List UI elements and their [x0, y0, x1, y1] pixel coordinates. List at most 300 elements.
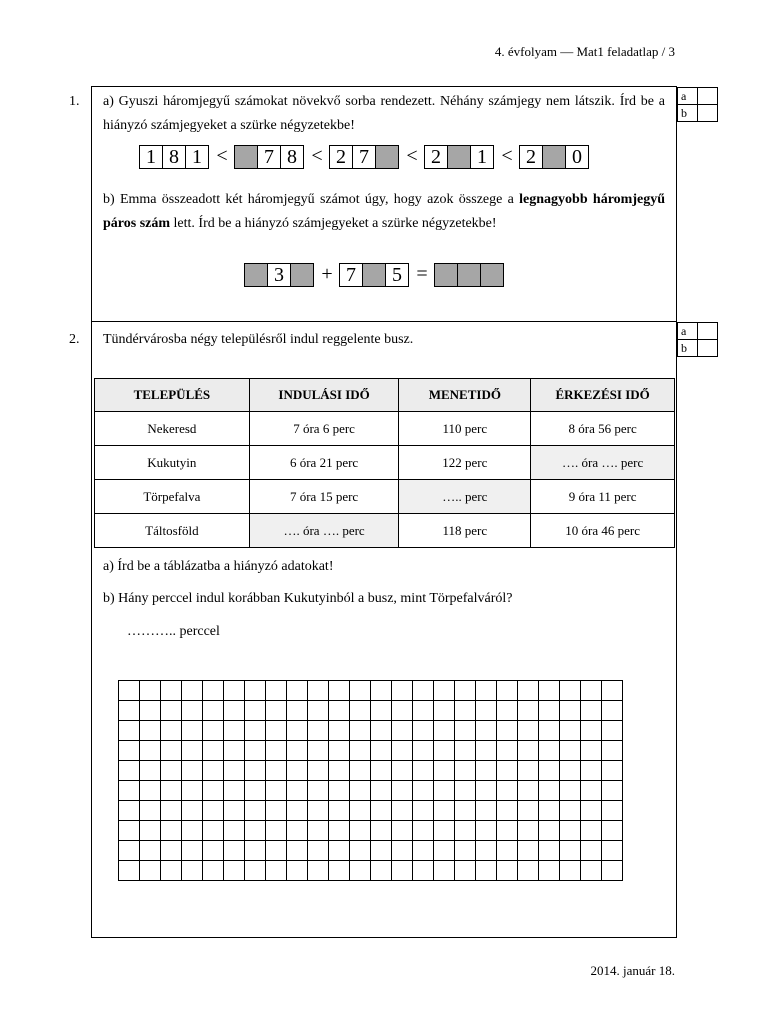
grid-cell[interactable] [329, 841, 350, 861]
score-label-a: a [677, 322, 698, 340]
grid-cell[interactable] [413, 721, 434, 741]
grid-cell[interactable] [476, 721, 497, 741]
grid-cell[interactable] [350, 821, 371, 841]
grid-cell[interactable] [182, 721, 203, 741]
grid-cell[interactable] [119, 721, 140, 741]
digit-box: 2 [424, 145, 448, 169]
grid-cell[interactable] [266, 801, 287, 821]
missing-digit-box[interactable] [434, 263, 458, 287]
grid-cell[interactable] [140, 761, 161, 781]
grid-cell[interactable] [329, 721, 350, 741]
grid-cell[interactable] [308, 701, 329, 721]
grid-cell[interactable] [182, 741, 203, 761]
answer-line[interactable]: ……….. perccel [127, 624, 220, 639]
grid-cell[interactable] [161, 781, 182, 801]
grid-cell[interactable] [308, 821, 329, 841]
grid-cell[interactable] [329, 701, 350, 721]
grid-cell[interactable] [602, 801, 623, 821]
grid-cell[interactable] [140, 701, 161, 721]
missing-digit-box[interactable] [290, 263, 314, 287]
question-1a-digit-row [140, 145, 589, 169]
grid-cell[interactable] [350, 761, 371, 781]
grid-cell[interactable] [161, 761, 182, 781]
grid-cell[interactable] [455, 861, 476, 881]
grid-cell[interactable] [518, 741, 539, 761]
grid-cell[interactable] [287, 701, 308, 721]
grid-cell[interactable] [287, 761, 308, 781]
operator-symbol: < [311, 145, 323, 167]
grid-cell[interactable] [476, 801, 497, 821]
grid-cell[interactable] [413, 841, 434, 861]
digit-box: 7 [352, 145, 376, 169]
table-row [95, 514, 675, 548]
grid-cell[interactable] [455, 821, 476, 841]
grid-cell[interactable] [182, 781, 203, 801]
grid-cell[interactable] [497, 801, 518, 821]
grid-cell[interactable] [455, 681, 476, 701]
grid-cell[interactable] [266, 821, 287, 841]
grid-cell[interactable] [413, 761, 434, 781]
grid-cell[interactable] [518, 721, 539, 741]
grid-cell[interactable] [455, 721, 476, 741]
question-1b-text-bold: legnagyobb háromjegyű páros szám [103, 192, 665, 231]
grid-cell[interactable] [434, 721, 455, 741]
grid-cell[interactable] [224, 781, 245, 801]
grid-cell[interactable] [497, 861, 518, 881]
grid-cell[interactable] [350, 781, 371, 801]
grid-cell[interactable] [434, 681, 455, 701]
grid-cell[interactable] [119, 781, 140, 801]
grid-cell[interactable] [182, 841, 203, 861]
score-cell-a[interactable] [697, 322, 718, 340]
grid-cell[interactable] [203, 761, 224, 781]
grid-cell[interactable] [518, 761, 539, 781]
grid-cell[interactable] [308, 841, 329, 861]
answer-cell[interactable]: …. óra …. perc [531, 446, 675, 480]
grid-cell[interactable] [539, 741, 560, 761]
grid-cell[interactable] [602, 701, 623, 721]
grid-cell[interactable] [560, 801, 581, 821]
missing-digit-box[interactable] [457, 263, 481, 287]
grid-cell[interactable] [266, 701, 287, 721]
grid-cell[interactable] [140, 861, 161, 881]
grid-cell[interactable] [203, 741, 224, 761]
grid-cell[interactable] [392, 861, 413, 881]
grid-cell[interactable] [140, 781, 161, 801]
grid-cell[interactable] [245, 701, 266, 721]
grid-cell[interactable] [308, 761, 329, 781]
work-grid[interactable] [118, 680, 623, 881]
grid-cell[interactable] [539, 681, 560, 701]
digit-box: 0 [565, 145, 589, 169]
grid-cell[interactable] [224, 861, 245, 881]
grid-cell[interactable] [497, 721, 518, 741]
grid-cell[interactable] [455, 701, 476, 721]
column-header: INDULÁSI IDŐ [249, 379, 399, 412]
grid-cell[interactable] [287, 861, 308, 881]
grid-cell[interactable] [245, 861, 266, 881]
grid-cell[interactable] [329, 781, 350, 801]
grid-cell[interactable] [518, 781, 539, 801]
grid-cell[interactable] [602, 761, 623, 781]
grid-cell[interactable] [245, 681, 266, 701]
grid-cell[interactable] [476, 821, 497, 841]
grid-cell[interactable] [161, 681, 182, 701]
grid-cell[interactable] [182, 861, 203, 881]
grid-cell[interactable] [203, 801, 224, 821]
grid-cell[interactable] [350, 861, 371, 881]
grid-cell[interactable] [392, 721, 413, 741]
grid-cell[interactable] [350, 741, 371, 761]
grid-cell[interactable] [245, 741, 266, 761]
grid-cell[interactable] [602, 841, 623, 861]
grid-cell[interactable] [182, 701, 203, 721]
grid-cell[interactable] [602, 861, 623, 881]
grid-cell[interactable] [350, 841, 371, 861]
grid-cell[interactable] [434, 781, 455, 801]
digit-box: 3 [267, 263, 291, 287]
grid-cell[interactable] [413, 861, 434, 881]
grid-cell[interactable] [497, 761, 518, 781]
grid-cell[interactable] [434, 801, 455, 821]
grid-cell[interactable] [497, 701, 518, 721]
grid-cell[interactable] [182, 821, 203, 841]
grid-cell[interactable] [371, 781, 392, 801]
score-cell-b[interactable] [697, 104, 718, 122]
grid-cell[interactable] [539, 821, 560, 841]
score-cell-b[interactable] [697, 339, 718, 357]
table-cell: 7 óra 15 perc [249, 480, 399, 514]
grid-cell[interactable] [371, 841, 392, 861]
grid-cell[interactable] [308, 741, 329, 761]
grid-cell[interactable] [539, 841, 560, 861]
grid-cell[interactable] [224, 841, 245, 861]
operator-symbol: < [216, 145, 228, 167]
grid-cell[interactable] [203, 721, 224, 741]
grid-cell[interactable] [560, 761, 581, 781]
grid-cell[interactable] [602, 741, 623, 761]
grid-cell[interactable] [182, 801, 203, 821]
grid-cell[interactable] [161, 801, 182, 821]
grid-cell[interactable] [476, 741, 497, 761]
grid-cell[interactable] [476, 781, 497, 801]
missing-digit-box[interactable] [234, 145, 258, 169]
grid-cell[interactable] [560, 701, 581, 721]
grid-cell[interactable] [266, 841, 287, 861]
grid-cell[interactable] [161, 721, 182, 741]
grid-cell[interactable] [308, 781, 329, 801]
grid-cell[interactable] [518, 681, 539, 701]
grid-cell[interactable] [182, 681, 203, 701]
grid-cell[interactable] [119, 861, 140, 881]
table-cell: Nekeresd [95, 412, 250, 446]
grid-cell[interactable] [539, 761, 560, 781]
grid-cell[interactable] [203, 681, 224, 701]
grid-cell[interactable] [392, 841, 413, 861]
grid-cell[interactable] [581, 701, 602, 721]
grid-cell[interactable] [455, 841, 476, 861]
missing-digit-box[interactable] [542, 145, 566, 169]
grid-cell[interactable] [161, 821, 182, 841]
grid-cell[interactable] [308, 801, 329, 821]
grid-cell[interactable] [371, 721, 392, 741]
grid-cell[interactable] [371, 741, 392, 761]
grid-cell[interactable] [539, 721, 560, 741]
grid-cell[interactable] [518, 801, 539, 821]
grid-cell[interactable] [560, 681, 581, 701]
grid-cell[interactable] [371, 801, 392, 821]
grid-cell[interactable] [266, 781, 287, 801]
grid-cell[interactable] [140, 821, 161, 841]
grid-cell[interactable] [560, 861, 581, 881]
grid-cell[interactable] [203, 841, 224, 861]
grid-cell[interactable] [560, 781, 581, 801]
question-1-score-box [677, 87, 717, 121]
table-cell: Táltosföld [95, 514, 250, 548]
grid-cell[interactable] [581, 801, 602, 821]
column-header: MENETIDŐ [399, 379, 531, 412]
table-cell: 6 óra 21 perc [249, 446, 399, 480]
grid-cell[interactable] [434, 761, 455, 781]
question-1b-digit-row [245, 263, 504, 287]
grid-cell[interactable] [539, 781, 560, 801]
grid-cell[interactable] [602, 681, 623, 701]
grid-cell[interactable] [371, 701, 392, 721]
grid-cell[interactable] [581, 721, 602, 741]
grid-cell[interactable] [203, 701, 224, 721]
grid-cell[interactable] [350, 801, 371, 821]
grid-cell[interactable] [161, 861, 182, 881]
grid-cell[interactable] [560, 841, 581, 861]
missing-digit-box[interactable] [447, 145, 471, 169]
grid-cell[interactable] [287, 781, 308, 801]
grid-cell[interactable] [161, 841, 182, 861]
grid-cell[interactable] [539, 861, 560, 881]
grid-cell[interactable] [119, 741, 140, 761]
grid-cell[interactable] [455, 801, 476, 821]
grid-cell[interactable] [392, 821, 413, 841]
grid-cell[interactable] [224, 721, 245, 741]
grid-cell[interactable] [203, 781, 224, 801]
answer-cell[interactable]: ….. perc [399, 480, 531, 514]
grid-cell[interactable] [308, 721, 329, 741]
grid-cell[interactable] [518, 861, 539, 881]
grid-cell[interactable] [560, 721, 581, 741]
grid-cell[interactable] [245, 841, 266, 861]
grid-row [119, 701, 623, 721]
grid-cell[interactable] [203, 861, 224, 881]
grid-cell[interactable] [476, 761, 497, 781]
grid-cell[interactable] [560, 821, 581, 841]
grid-cell[interactable] [245, 721, 266, 741]
grid-cell[interactable] [140, 841, 161, 861]
grid-cell[interactable] [203, 821, 224, 841]
missing-digit-box[interactable] [362, 263, 386, 287]
grid-cell[interactable] [266, 741, 287, 761]
grid-cell[interactable] [476, 681, 497, 701]
grid-cell[interactable] [434, 701, 455, 721]
grid-cell[interactable] [413, 821, 434, 841]
grid-cell[interactable] [245, 801, 266, 821]
grid-cell[interactable] [434, 741, 455, 761]
grid-cell[interactable] [119, 821, 140, 841]
digit-box: 7 [257, 145, 281, 169]
grid-cell[interactable] [560, 741, 581, 761]
grid-cell[interactable] [140, 721, 161, 741]
grid-cell[interactable] [287, 841, 308, 861]
grid-cell[interactable] [371, 681, 392, 701]
grid-cell[interactable] [518, 841, 539, 861]
grid-cell[interactable] [413, 741, 434, 761]
grid-cell[interactable] [497, 781, 518, 801]
table-cell: 9 óra 11 perc [531, 480, 675, 514]
grid-cell[interactable] [476, 841, 497, 861]
grid-cell[interactable] [581, 761, 602, 781]
grid-cell[interactable] [392, 781, 413, 801]
grid-cell[interactable] [161, 701, 182, 721]
grid-cell[interactable] [392, 681, 413, 701]
missing-digit-box[interactable] [375, 145, 399, 169]
grid-cell[interactable] [455, 741, 476, 761]
grid-cell[interactable] [308, 681, 329, 701]
grid-cell[interactable] [371, 761, 392, 781]
answer-cell[interactable]: …. óra …. perc [249, 514, 399, 548]
table-cell: 7 óra 6 perc [249, 412, 399, 446]
question-2-number: 2. [69, 332, 80, 347]
grid-cell[interactable] [245, 781, 266, 801]
grid-cell[interactable] [119, 841, 140, 861]
grid-cell[interactable] [140, 741, 161, 761]
digit-box: 1 [470, 145, 494, 169]
operator-symbol: < [406, 145, 418, 167]
grid-cell[interactable] [119, 801, 140, 821]
grid-cell[interactable] [350, 701, 371, 721]
grid-cell[interactable] [497, 841, 518, 861]
score-cell-a[interactable] [697, 87, 718, 105]
grid-cell[interactable] [266, 761, 287, 781]
grid-cell[interactable] [413, 801, 434, 821]
grid-cell[interactable] [392, 701, 413, 721]
table-row [95, 480, 675, 514]
grid-cell[interactable] [224, 681, 245, 701]
grid-cell[interactable] [518, 701, 539, 721]
grid-cell[interactable] [287, 721, 308, 741]
grid-cell[interactable] [329, 761, 350, 781]
grid-cell[interactable] [434, 821, 455, 841]
digit-box: 5 [385, 263, 409, 287]
digit-box: 8 [280, 145, 304, 169]
grid-cell[interactable] [224, 741, 245, 761]
grid-cell[interactable] [497, 821, 518, 841]
grid-cell[interactable] [224, 821, 245, 841]
grid-cell[interactable] [140, 801, 161, 821]
grid-cell[interactable] [371, 861, 392, 881]
grid-cell[interactable] [518, 821, 539, 841]
grid-cell[interactable] [392, 761, 413, 781]
grid-cell[interactable] [392, 741, 413, 761]
grid-cell[interactable] [476, 861, 497, 881]
grid-cell[interactable] [287, 821, 308, 841]
grid-row [119, 841, 623, 861]
grid-cell[interactable] [329, 681, 350, 701]
table-cell: 118 perc [399, 514, 531, 548]
page-footer-date: 2014. január 18. [590, 963, 675, 978]
table-cell: 10 óra 46 perc [531, 514, 675, 548]
grid-cell[interactable] [455, 761, 476, 781]
grid-cell[interactable] [119, 761, 140, 781]
grid-cell[interactable] [224, 801, 245, 821]
grid-cell[interactable] [266, 721, 287, 741]
grid-cell[interactable] [434, 861, 455, 881]
grid-cell[interactable] [581, 841, 602, 861]
grid-cell[interactable] [602, 721, 623, 741]
grid-row [119, 821, 623, 841]
grid-cell[interactable] [308, 861, 329, 881]
grid-cell[interactable] [161, 741, 182, 761]
grid-cell[interactable] [329, 741, 350, 761]
grid-cell[interactable] [224, 701, 245, 721]
grid-cell[interactable] [350, 681, 371, 701]
grid-cell[interactable] [539, 701, 560, 721]
grid-row [119, 681, 623, 701]
table-cell: Kukutyin [95, 446, 250, 480]
grid-cell[interactable] [581, 861, 602, 881]
grid-cell[interactable] [413, 681, 434, 701]
grid-cell[interactable] [581, 821, 602, 841]
grid-cell[interactable] [245, 821, 266, 841]
grid-cell[interactable] [329, 801, 350, 821]
grid-cell[interactable] [371, 821, 392, 841]
grid-cell[interactable] [476, 701, 497, 721]
grid-cell[interactable] [329, 861, 350, 881]
grid-cell[interactable] [413, 701, 434, 721]
grid-cell[interactable] [329, 821, 350, 841]
grid-cell[interactable] [287, 741, 308, 761]
grid-cell[interactable] [287, 801, 308, 821]
question-1b-text-end: lett. Írd be a hiányzó számjegyeket a szürke négyzetekbe! [170, 216, 497, 231]
grid-cell[interactable] [287, 681, 308, 701]
grid-cell[interactable] [140, 681, 161, 701]
grid-cell[interactable] [602, 821, 623, 841]
grid-cell[interactable] [224, 761, 245, 781]
question-1b-text-start: b) Emma összeadott két háromjegyű számot úgy, hogy azok összege a [103, 192, 520, 207]
grid-cell[interactable] [497, 741, 518, 761]
grid-cell[interactable] [119, 701, 140, 721]
grid-cell[interactable] [581, 681, 602, 701]
question-2-score-box [677, 322, 717, 356]
operator-symbol: + [321, 263, 333, 285]
grid-cell[interactable] [119, 681, 140, 701]
grid-cell[interactable] [539, 801, 560, 821]
missing-digit-box[interactable] [480, 263, 504, 287]
grid-cell[interactable] [266, 681, 287, 701]
grid-cell[interactable] [266, 861, 287, 881]
grid-cell[interactable] [245, 761, 266, 781]
grid-cell[interactable] [602, 781, 623, 801]
operator-symbol: < [501, 145, 513, 167]
grid-cell[interactable] [581, 781, 602, 801]
question-2b-text: b) Hány perccel indul korábban Kukutyinból a busz, mint Törpefalváról? [103, 591, 513, 606]
grid-cell[interactable] [350, 721, 371, 741]
missing-digit-box[interactable] [244, 263, 268, 287]
grid-cell[interactable] [413, 781, 434, 801]
grid-cell[interactable] [497, 681, 518, 701]
grid-cell[interactable] [434, 841, 455, 861]
grid-cell[interactable] [455, 781, 476, 801]
grid-cell[interactable] [581, 741, 602, 761]
grid-cell[interactable] [182, 761, 203, 781]
grid-cell[interactable] [392, 801, 413, 821]
